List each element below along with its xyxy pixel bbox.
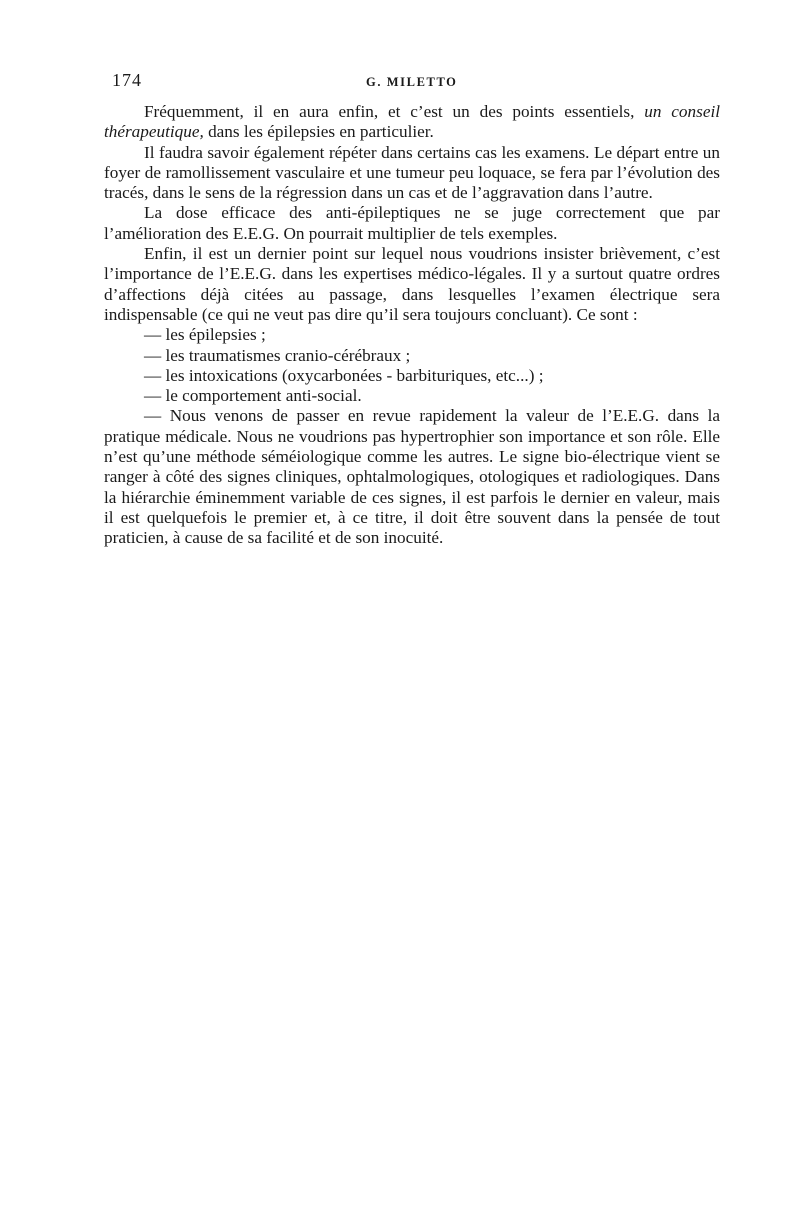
paragraph-therapeutic-advice [104,102,720,143]
affections-list [104,325,720,406]
paragraph-1-tail: dans les épilepsies en particulier. [203,122,434,142]
paragraph-1-emphasis: un conseil thérapeutique, [104,102,720,142]
list-item: — les intoxications (oxycarbonées - barbituriques, etc...) ; [144,365,544,385]
list-item: — les épilepsies ; [144,325,266,345]
running-head: G. MILETTO [366,75,458,89]
paragraph-antiepileptic-dose: La dose efficace des anti-épileptiques ne se juge correctement que par l’amélioration des E.E.G. On pourrait multiplier de tels exemples. [104,203,720,243]
paragraph-conclusion: — Nous venons de passer en revue rapidement la valeur de l’E.E.G. dans la pratique médicale. Nous ne voudrions pas hypertrophier son importance et son rôle. Elle n’est qu’une méthode séméiologique comme les autres. Le signe bio-électrique vient se ranger à côté des signes cliniques, ophtalmologiques, otologiques et radiologiques. Dans la hiérarchie éminemment variable de ces signes, il est parfois le dernier en valeur, mais il est quelquefois le premier et, à ce titre, il doit être souvent dans la pensée de tout praticien, à cause de sa facilité et de son inocuité. [104,406,720,548]
page-number: 174 [112,70,142,90]
paragraph-medico-legal: Enfin, il est un dernier point sur lequel nous voudrions insister brièvement, c’est l’importance de l’E.E.G. dans les expertises médico-légales. Il y a surtout quatre ordres d’affections déjà citées au passage, dans lesquelles l’examen électrique sera indispensable (ce qui ne veut pas dire qu’il sera toujours concluant). Ce sont : [104,244,720,324]
body-text [104,102,720,549]
paragraph-1-lead: Fréquemment, il en aura enfin, et c’est un des points essentiels, [144,102,645,121]
paragraph-repeat-exams: Il faudra savoir également répéter dans certains cas les examens. Le départ entre un foyer de ramollissement vasculaire et une tumeur peu loquace, se fera par l’évolution des tracés, dans le sens de la régression dans un cas et de l’aggravation dans l’autre. [104,142,720,203]
list-item: — les traumatismes cranio-cérébraux ; [144,345,411,365]
list-item: — le comportement anti-social. [144,386,362,406]
